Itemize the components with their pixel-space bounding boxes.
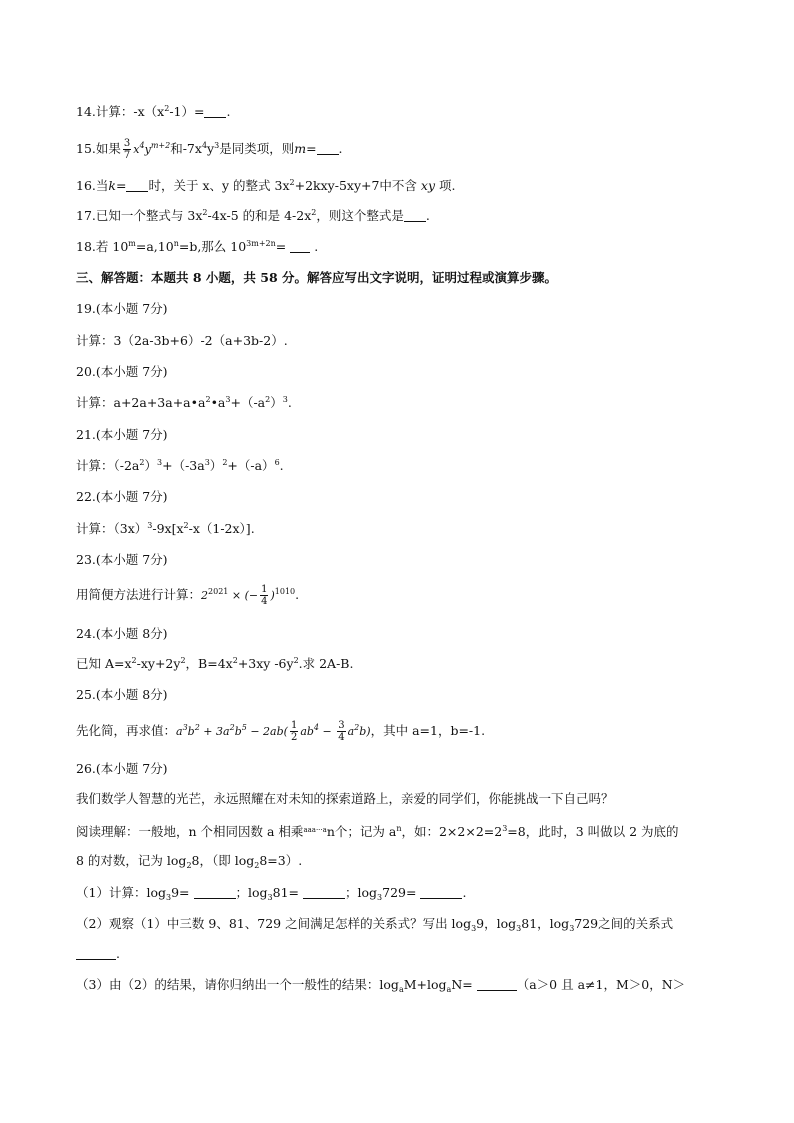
q25-heading: 25.(本小题 8分) [76,687,168,702]
answer-blank[interactable] [303,886,345,899]
q26-intro: 我们数学人智慧的光芒，永远照耀在对未知的探索道路上，亲爱的同学们，你能挑战一下自己吗？ [76,791,614,806]
q19-body: 计算：3（2a-3b+6）-2（a+3b-2）. [76,333,288,348]
answer-blank[interactable] [76,947,116,960]
q26-heading: 26.(本小题 7分) [76,761,168,776]
problem-16: 16.当k= 时，关于 x、y 的整式 $3x^2+2kxy-5xy+7$中不含 xy 项. [76,178,456,193]
answer-blank[interactable] [477,978,517,991]
section-heading: 三、解答题：本题共 8 小题，共 58 分。解答应写出文字说明，证明过程或演算步骤。 [76,270,558,285]
q26-part1: （1）计算：$\log_39=$ ；$\log_381=$ ；$\log_3729=$ . [76,885,467,902]
problem-17: 17.已知一个整式与 $3x^2-4x-5$ 的和是 $4-2x^2$，则这个整式是 . [76,208,430,223]
answer-blank[interactable] [204,105,226,118]
q21-body: 计算：$(-2a^2)^3+(-3a^3)^2+(-a)^6$. [76,458,284,473]
q20-heading: 20.(本小题 7分) [76,364,168,379]
answer-blank[interactable] [126,179,148,192]
problem-15: 15.如果 $\frac{3}{7}$ $x^4y^{m+2}$和$-7x^4y^3$是同类项，则m= . [76,138,343,161]
q24-heading: 24.(本小题 8分) [76,626,168,641]
q20-body: 计算：$a+2a+3a+a•a^2•a^3+(-a^2)^3$. [76,395,292,410]
q26-reading-2: 8 的对数，记为 $\log_28$，（即 $\log_28=3$）. [76,853,303,870]
q22-body: 计算：$(3x)^3-9x[x^2-x(1-2x)]$. [76,521,255,536]
q21-heading: 21.(本小题 7分) [76,427,168,442]
answer-blank[interactable] [420,886,462,899]
answer-blank[interactable] [194,886,236,899]
q25-body: 先化简，再求值：$a^3b^2 + 3a^2b^5 - 2ab$( $\frac{1}{2}$ $ab^4$ − $\frac{3}{4}$ $a^2b$)，其中 a=1，b=-1. [76,720,486,743]
q22-heading: 22.(本小题 7分) [76,489,168,504]
q26-part3: （3）由（2）的结果，请你归纳出一个一般性的结果：$\log_aM+\log_aN= (a>0$ 且 a≠1，M＞0，N＞ [76,977,686,994]
fraction: $\frac{3}{7}$ [123,138,131,161]
answer-blank[interactable] [317,142,339,155]
q23-heading: 23.(本小题 7分) [76,552,168,567]
answer-blank[interactable] [404,209,426,222]
answer-blank[interactable] [290,240,310,253]
q19-heading: 19.(本小题 7分) [76,301,168,316]
q26-part2: （2）观察（1）中三数 9、81、729 之间满足怎样的关系式？写出 $\log_39$，$\log_381$，$\log_3729$之间的关系式 [76,916,674,933]
problem-14: 14.计算：$-x(x^2-1)=$ . [76,104,231,119]
problem-18: 18.若 $10^m=a,10^n=b$,那么 $10^{3m+2n}=$ . [76,239,319,254]
term-x4ym2: $x^4y^{m+2}$ [133,141,171,156]
q23-body: 用简便方法进行计算：$2^{2021}$ × (− $\frac{1}{4}$ )$^{1010}$. [76,584,300,607]
q24-body: 已知 $A=x^2-xy+2y^2$，$B=4x^2+3xy$ $-6y^2$.求 2A-B. [76,656,354,671]
problem-number: 14. [76,104,96,119]
q26-part2-answer: . [76,945,734,963]
q26-reading: 阅读理解：一般地，n 个相同因数 a 相乘$^{aaa\cdot\cdot\cdot a}$n个；记为 $a^n$，如：$2\times 2\times 2=2^3=8$，此时，3 叫做以 2 为底的 [76,824,679,839]
